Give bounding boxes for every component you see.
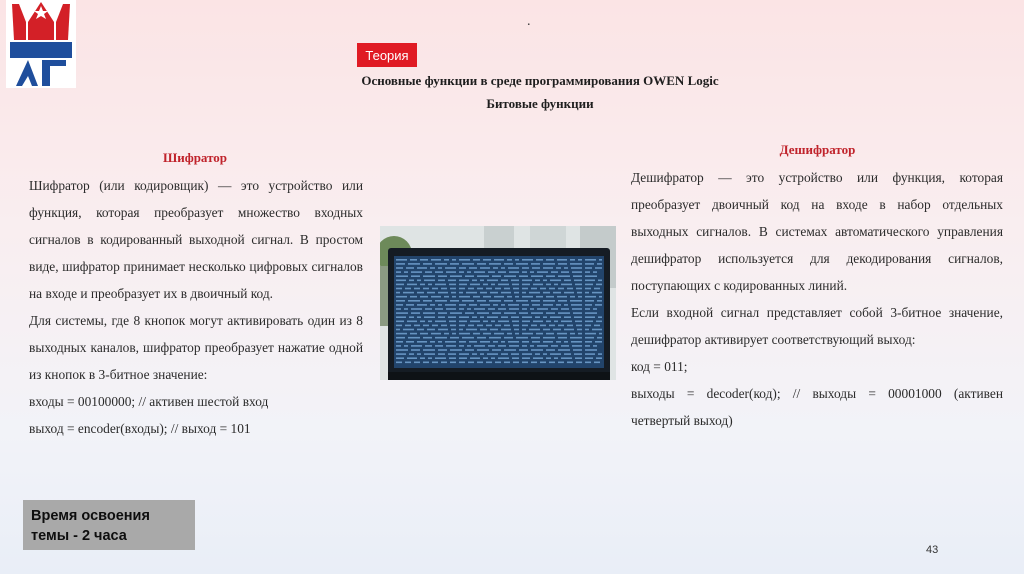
study-time-box: Время освоения темы - 2 часа [23,500,195,550]
encoder-definition: Шифратор (или кодировщик) — это устройство или функция, которая преобразует множество входных сигналов в кодированный выходной сигнал. В простом виде, шифратор принимает несколько цифровых сигналов на входе и преобразует их в двоичный код. [29,178,363,301]
page-title: Основные функции в среде программирования OWEN Logic [361,73,719,88]
encoder-text [29,172,363,442]
section-badge: Теория [357,43,417,67]
laptop-photo [380,226,616,380]
decoder-definition: Дешифратор — это устройство или функция, которая преобразует двоичный код на входе в набор отдельных выходных сигналов. В системах автоматического управления дешифратор используется для декодирования сигналов, поступающих с кодированных линий. [631,170,1003,293]
decoder-example-intro: Если входной сигнал представляет собой 3-битное значение, дешифратор активирует соответствующий выход: [631,305,1003,347]
decoder-output-line: выходы = decoder(код); // выходы = 00001000 (активен четвертый выход) [631,386,1003,428]
decoder-code-line: код = 011; [631,359,688,374]
encoder-heading: Шифратор [162,150,228,165]
header-dot: . [527,14,531,29]
page-subtitle: Битовые функции [486,96,594,111]
encoder-output-line: выход = encoder(входы); // выход = 101 [29,421,251,436]
decoder-text [631,164,1003,434]
encoder-input-line: входы = 00100000; // активен шестой вход [29,394,269,409]
decoder-heading: Дешифратор [779,142,856,157]
page-number: 43 [926,544,939,556]
encoder-example-intro: Для системы, где 8 кнопок могут активировать один из 8 выходных каналов, шифратор преобразует нажатие одной из кнопок в 3-битное значение: [29,313,363,382]
